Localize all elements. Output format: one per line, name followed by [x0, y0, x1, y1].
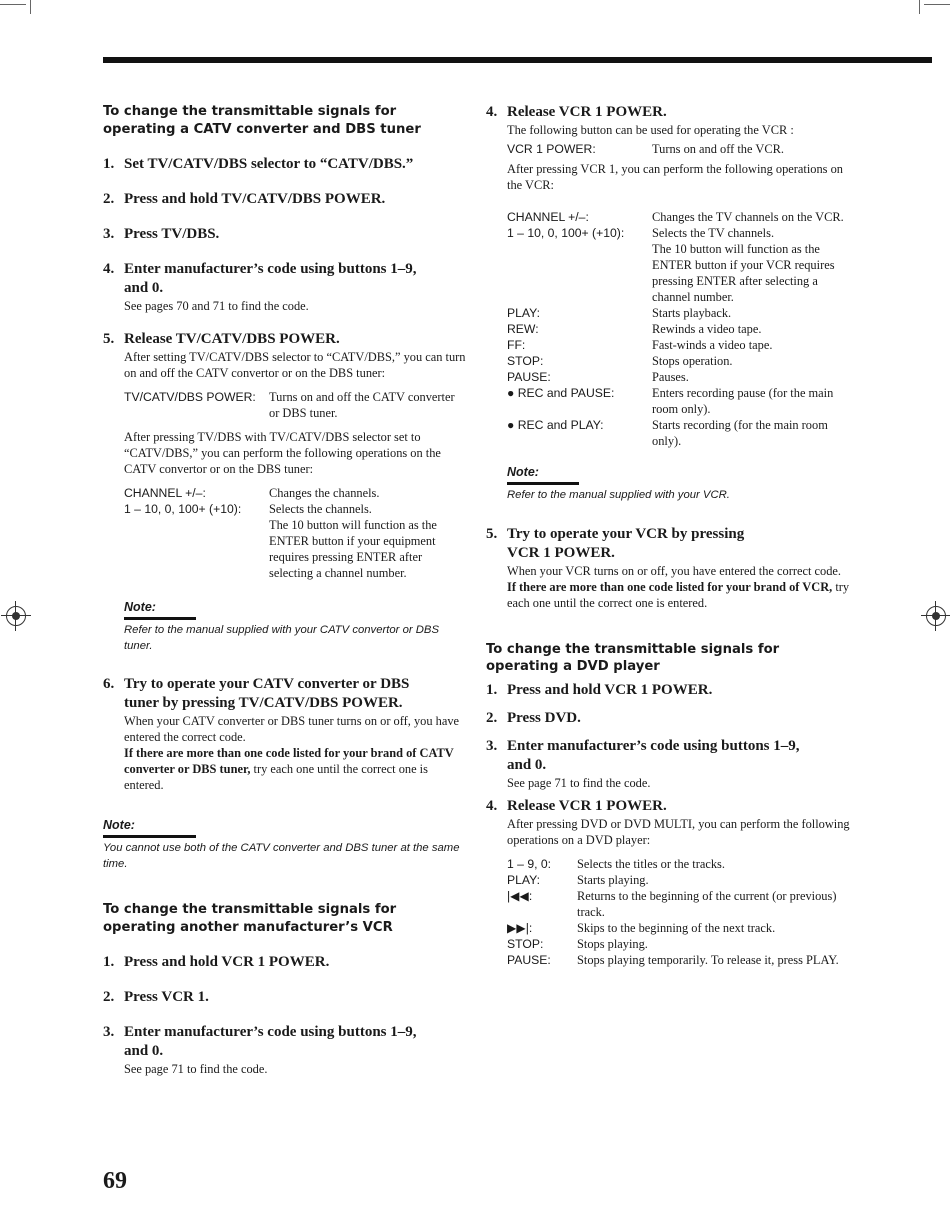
crop-mark: [924, 4, 950, 5]
crop-mark: [919, 0, 920, 14]
vcr-ops-list: [486, 209, 852, 449]
ops-row: CHANNEL +/–: Changes the channels.: [124, 486, 380, 500]
step-catv-3: 3. Press TV/DBS.: [103, 226, 220, 242]
note-catv-dbs: Note: You cannot use both of the CATV converter and DBS tuner at the same time.: [103, 818, 460, 870]
section-heading-vcr: To change the transmittable signals for operating another manufacturer’s VCR: [103, 902, 397, 935]
ops-row: CHANNEL +/–: Changes the TV channels on the VCR.: [507, 210, 844, 224]
registration-mark-icon: [926, 606, 946, 626]
note-rule: [103, 835, 196, 838]
ops-row: ▶▶|: Skips to the beginning of the next track.: [507, 920, 776, 935]
ops-row: 1 – 9, 0: Selects the titles or the tracks.: [507, 856, 725, 871]
step-catv-4: 4. Enter manufacturer’s code using buttons 1–9, and 0.: [103, 261, 417, 296]
step-vcr-1: 1. Press and hold VCR 1 POWER.: [103, 954, 330, 970]
step-vcr-4: 4. Release VCR 1 POWER.: [486, 104, 667, 120]
step-dvd-2: 2. Press DVD.: [486, 709, 581, 726]
step-vcr-5-desc: When your VCR turns on or off, you have entered the correct code.: [507, 563, 841, 578]
note-rule: [507, 482, 579, 485]
step-dvd-4-desc: After pressing DVD or DVD MULTI, you can perform the following operations on a DVD player:: [507, 816, 850, 847]
section-heading-catv: To change the transmittable signals for operating a CATV converter and DBS tuner: [103, 104, 421, 137]
step-catv-5-desc: After setting TV/CATV/DBS selector to “CATV/DBS,” you can turn on and off the CATV convertor or on the DBS tuner:: [124, 350, 466, 380]
ops-row: 1 – 10, 0, 100+ (+10): Selects the channels. The 10 button will function as the ENTER button if your equipment requires pressing ENTER after selecting a channel number.: [124, 502, 437, 580]
step-catv-5-desc2: After pressing TV/DBS with TV/CATV/DBS selector set to “CATV/DBS,” you can perform the following operations on the CATV convertor or on the DBS tuner:: [124, 430, 441, 476]
step-dvd-3-desc: See page 71 to find the code.: [507, 775, 651, 790]
step-catv-5: 5. Release TV/CATV/DBS POWER.: [103, 331, 340, 347]
ops-row: |◀◀: Returns to the beginning of the current (or previous) track.: [507, 888, 837, 919]
step-vcr-2: 2. Press VCR 1.: [103, 989, 209, 1005]
step-dvd-1: 1. Press and hold VCR 1 POWER.: [486, 681, 713, 698]
registration-mark-icon: [6, 606, 26, 626]
ops-row: PAUSE: Stops playing temporarily. To release it, press PLAY.: [507, 952, 839, 967]
ops-row: PLAY: Starts playing.: [507, 872, 649, 887]
header-rule: [103, 57, 932, 63]
note-vcr: Note: Refer to the manual supplied with your VCR.: [507, 465, 730, 501]
ops-row: PLAY: Starts playback.: [507, 306, 732, 320]
step-catv-6-desc: When your CATV converter or DBS tuner turns on or off, you have entered the correct code.: [124, 714, 460, 744]
crop-mark: [0, 4, 26, 5]
ops-row: 1 – 10, 0, 100+ (+10): Selects the TV channels. The 10 button will function as the ENTER button if your VCR requires pressing ENTER after selecting a channel number.: [507, 226, 835, 304]
step-catv-6-tip: If there are more than one code listed for your brand of CATV converter or DBS tuner, try each one until the correct one is entered.: [124, 746, 454, 792]
ops-row: PAUSE: Pauses.: [507, 370, 689, 384]
ops-row: FF: Fast-winds a video tape.: [507, 338, 773, 352]
note-rule: [124, 617, 196, 620]
step-vcr-3: 3. Enter manufacturer’s code using buttons 1–9, and 0.: [103, 1024, 417, 1059]
catv-power-row: TV/CATV/DBS POWER: Turns on and off the CATV converter or DBS tuner.: [124, 390, 455, 420]
right-column: [486, 103, 852, 968]
step-catv-4-desc: See pages 70 and 71 to find the code.: [124, 299, 309, 313]
step-vcr-5-tip: If there are more than one code listed for your brand of VCR, try each one until the correct one is entered.: [507, 579, 850, 610]
step-catv-6: 6. Try to operate your CATV converter or DBS tuner by pressing TV/CATV/DBS POWER.: [103, 676, 410, 711]
crop-mark: [30, 0, 31, 14]
ops-row: REW: Rewinds a video tape.: [507, 322, 762, 336]
section-heading-dvd: To change the transmittable signals for operating a DVD player: [486, 641, 780, 674]
left-column: [103, 103, 468, 1077]
dvd-ops-list: [486, 856, 852, 968]
step-dvd-4: 4. Release VCR 1 POWER.: [486, 797, 667, 814]
ops-row: STOP: Stops operation.: [507, 354, 733, 368]
step-vcr-5: 5. Try to operate your VCR by pressing VCR 1 POWER.: [486, 525, 745, 561]
ops-row: STOP: Stops playing.: [507, 936, 648, 951]
vcr-power-row: VCR 1 POWER: Turns on and off the VCR.: [507, 142, 784, 156]
step-vcr-4-desc2: After pressing VCR 1, you can perform the following operations on the VCR:: [507, 162, 843, 192]
step-catv-2: 2. Press and hold TV/CATV/DBS POWER.: [103, 191, 386, 207]
note-catv: Note: Refer to the manual supplied with your CATV convertor or DBS tuner.: [124, 600, 439, 652]
step-catv-1: 1. Set TV/CATV/DBS selector to “CATV/DBS.”: [103, 156, 414, 172]
catv-ops-list: [103, 485, 468, 581]
step-dvd-3: 3. Enter manufacturer’s code using buttons 1–9, and 0.: [486, 737, 800, 773]
step-vcr-4-desc: The following button can be used for operating the VCR :: [507, 123, 794, 137]
ops-row: ● REC and PLAY: Starts recording (for the main room only).: [507, 418, 828, 448]
step-vcr-3-desc: See page 71 to find the code.: [124, 1062, 268, 1076]
page-number: 69: [103, 1168, 127, 1194]
ops-row: ● REC and PAUSE: Enters recording pause (for the main room only).: [507, 386, 834, 416]
